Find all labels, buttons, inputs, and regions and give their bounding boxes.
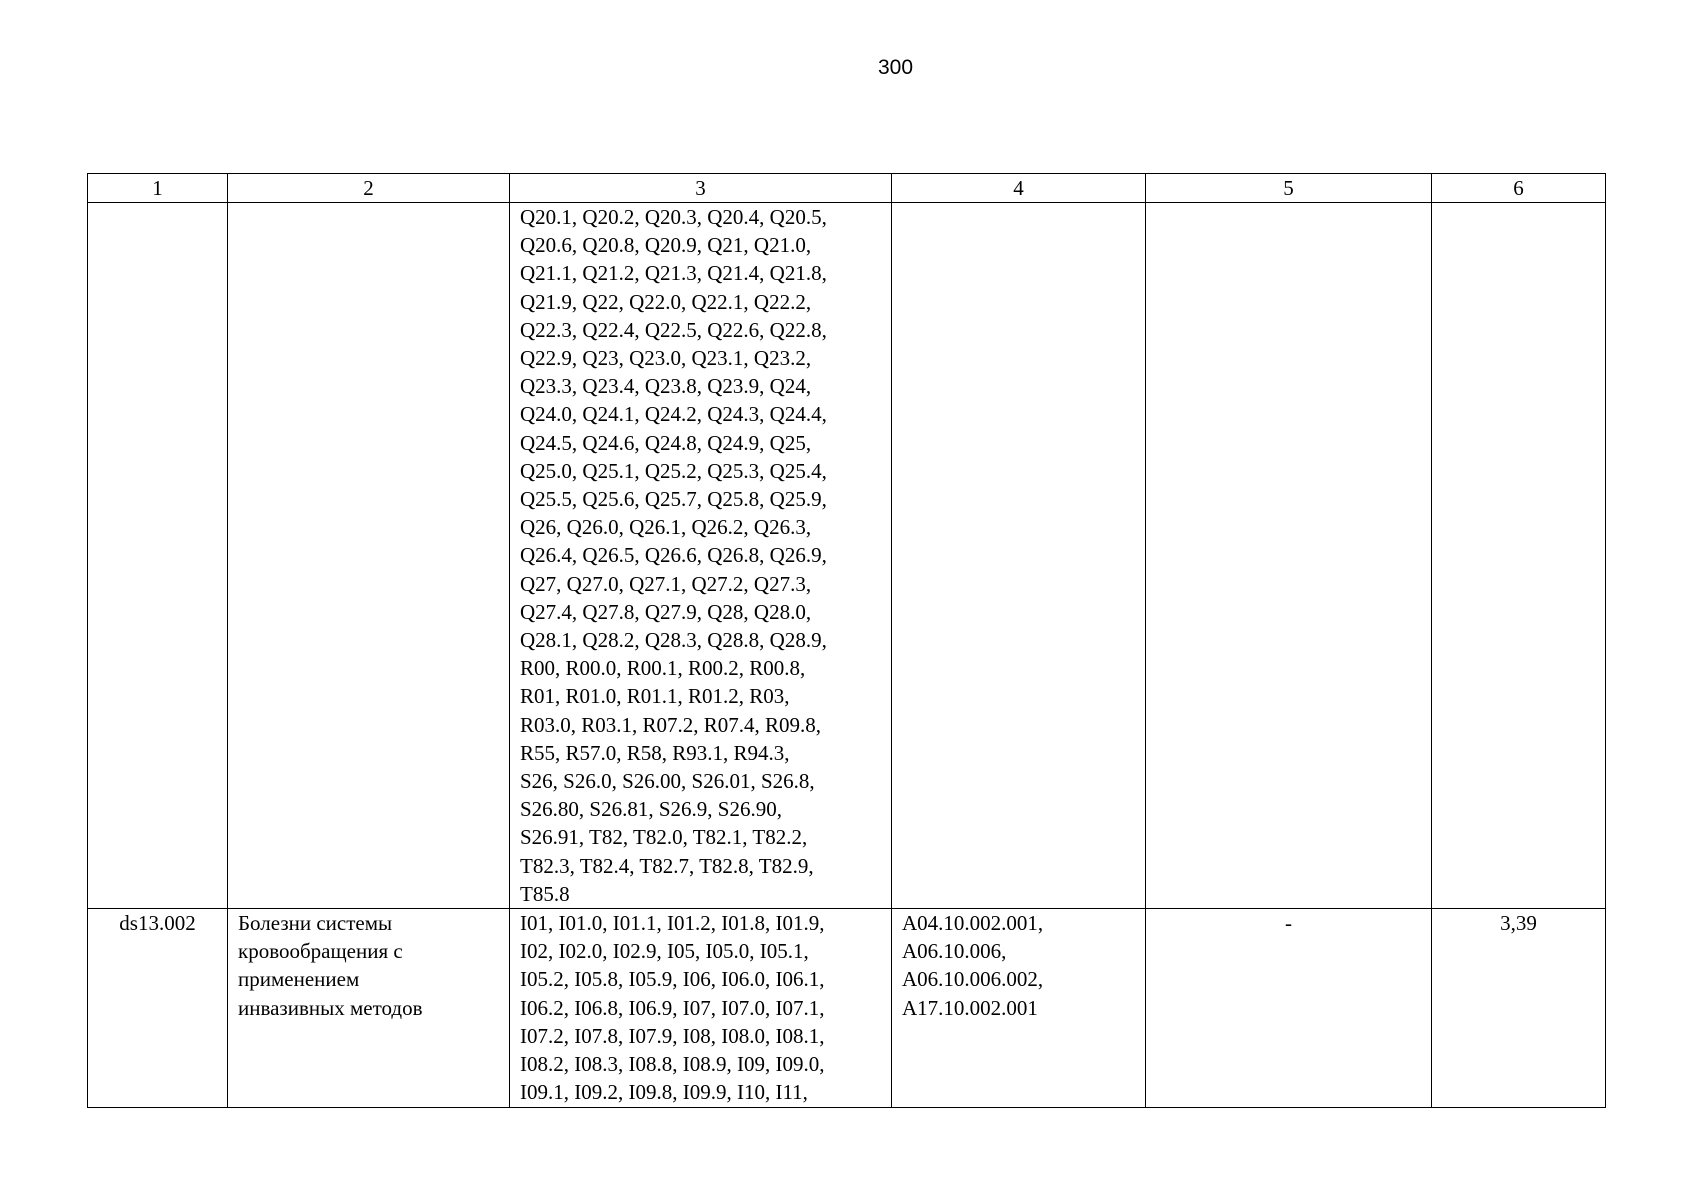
table-row <box>88 203 1606 909</box>
cell-service-codes <box>892 203 1146 909</box>
header-col-2: 2 <box>228 174 510 203</box>
header-col-3: 3 <box>510 174 892 203</box>
table-row <box>88 909 1606 1107</box>
cell-name <box>228 203 510 909</box>
cell-service-codes: A04.10.002.001, A06.10.006, A06.10.006.002, A17.10.002.001 <box>892 909 1146 1107</box>
table-header-row <box>88 174 1606 203</box>
cell-extra <box>1146 203 1432 909</box>
header-col-4: 4 <box>892 174 1146 203</box>
header-col-1: 1 <box>88 174 228 203</box>
cell-code: ds13.002 <box>88 909 228 1107</box>
page-number: 300 <box>877 56 914 79</box>
cell-coefficient: 3,39 <box>1432 909 1606 1107</box>
tariff-table <box>87 173 1606 1108</box>
header-col-5: 5 <box>1146 174 1432 203</box>
header-col-6: 6 <box>1432 174 1606 203</box>
cell-coefficient <box>1432 203 1606 909</box>
cell-name: Болезни системы кровообращения с применением инвазивных методов <box>228 909 510 1107</box>
cell-diagnosis-codes: Q20.1, Q20.2, Q20.3, Q20.4, Q20.5, Q20.6, Q20.8, Q20.9, Q21, Q21.0, Q21.1, Q21.2, Q21.3, Q21.4, Q21.8, Q21.9, Q22, Q22.0, Q22.1, Q22.2, Q22.3, Q22.4, Q22.5, Q22.6, Q22.8, Q22.9, Q23, Q23.0, Q23.1, Q23.2, Q23.3, Q23.4, Q23.8, Q23.9, Q24, Q24.0, Q24.1, Q24.2, Q24.3, Q24.4, Q24.5, Q24.6, Q24.8, Q24.9, Q25, Q25.0, Q25.1, Q25.2, Q25.3, Q25.4, Q25.5, Q25.6, Q25.7, Q25.8, Q25.9, Q26, Q26.0, Q26.1, Q26.2, Q26.3, Q26.4, Q26.5, Q26.6, Q26.8, Q26.9, Q27, Q27.0, Q27.1, Q27.2, Q27.3, Q27.4, Q27.8, Q27.9, Q28, Q28.0, Q28.1, Q28.2, Q28.3, Q28.8, Q28.9, R00, R00.0, R00.1, R00.2, R00.8, R01, R01.0, R01.1, R01.2, R03, R03.0, R03.1, R07.2, R07.4, R09.8, R55, R57.0, R58, R93.1, R94.3, S26, S26.0, S26.00, S26.01, S26.8, S26.80, S26.81, S26.9, S26.90, S26.91, T82, T82.0, T82.1, T82.2, T82.3, T82.4, T82.7, T82.8, T82.9, T85.8 <box>510 203 892 909</box>
cell-code <box>88 203 228 909</box>
cell-extra: - <box>1146 909 1432 1107</box>
cell-diagnosis-codes: I01, I01.0, I01.1, I01.2, I01.8, I01.9, I02, I02.0, I02.9, I05, I05.0, I05.1, I05.2, I05.8, I05.9, I06, I06.0, I06.1, I06.2, I06.8, I06.9, I07, I07.0, I07.1, I07.2, I07.8, I07.9, I08, I08.0, I08.1, I08.2, I08.3, I08.8, I08.9, I09, I09.0, I09.1, I09.2, I09.8, I09.9, I10, I11, <box>510 909 892 1107</box>
